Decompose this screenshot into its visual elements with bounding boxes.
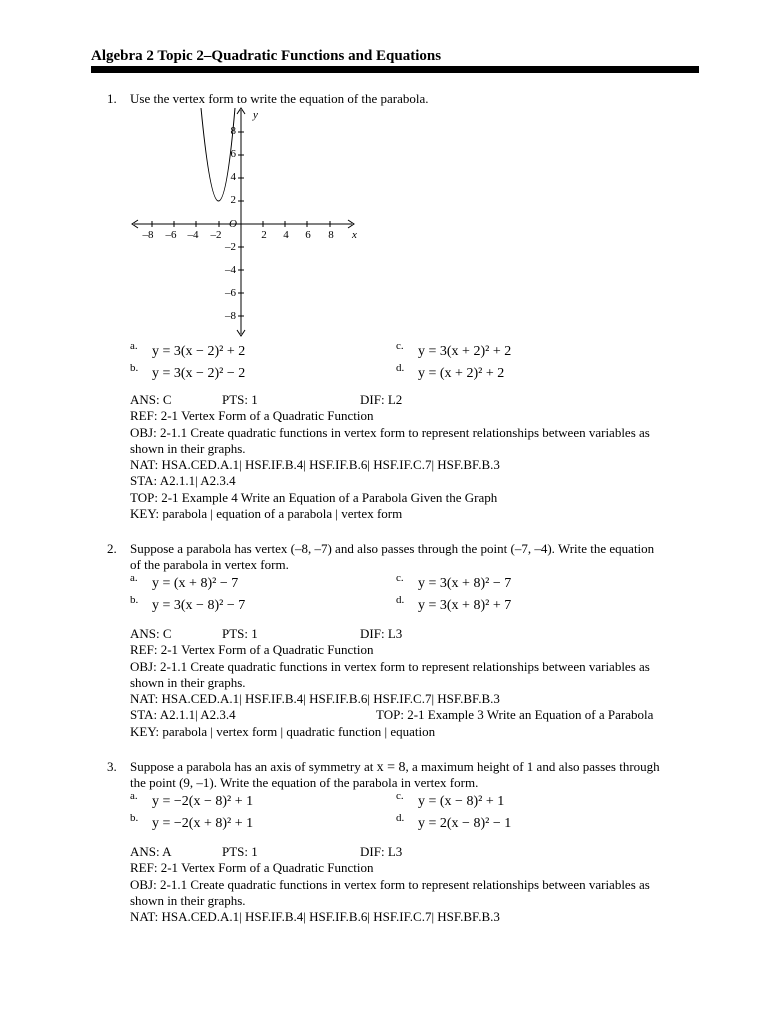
x-tick-label: –6	[165, 229, 177, 241]
question-prompt: Suppose a parabola has vertex (–8, –7) and also passes through the point (–7, –4). Write the equation	[130, 541, 655, 556]
answer-metadata: ANS: C PTS: 1 DIF: L3 REF: 2-1 Vertex Form of a Quadratic Function OBJ: 2-1.1 Create quadratic functions in vertex form to represent relationships between variables as shown in their graphs. NAT: HSA.CED.A.1| HSF.IF.B.4| HSF.IF.B.6| HSF.IF.C.7| HSF.BF.B.3 STA: A2.1.1| A2.3.4 TOP: 2-1 Example 3 Write an Equation of a Parabola KEY: parabola | vertex form | quadratic function | equation	[130, 626, 654, 739]
y-tick-label: 2	[230, 194, 236, 206]
question-number: 2.	[107, 541, 117, 556]
answer-value: C	[162, 392, 172, 407]
page-title: Algebra 2 Topic 2–Quadratic Functions and Equations	[91, 48, 442, 64]
origin-label: O	[229, 218, 237, 230]
y-tick-label: 8	[230, 125, 236, 137]
y-axis-label: y	[253, 109, 258, 121]
x-tick-label: 6	[305, 229, 311, 241]
question-prompt: Suppose a parabola has an axis of symmetry at x = 8, a maximum height of 1 and also passes through	[130, 759, 660, 775]
question-number: 1.	[107, 91, 117, 106]
question-prompt-continued: the point (9, –1). Write the equation of the parabola in vertex form.	[130, 775, 479, 790]
title-divider	[91, 66, 699, 73]
x-tick-label: –4	[187, 229, 199, 241]
answer-value: C	[162, 626, 172, 641]
x-tick-label: –2	[210, 229, 222, 241]
answer-value: A	[162, 844, 172, 859]
question-prompt-continued: of the parabola in vertex form.	[130, 557, 289, 572]
parabola-graph	[124, 104, 364, 340]
answer-metadata: ANS: A PTS: 1 DIF: L3 REF: 2-1 Vertex Form of a Quadratic Function OBJ: 2-1.1 Create quadratic functions in vertex form to represent relationships between variables as shown in their graphs. NAT: HSA.CED.A.1| HSF.IF.B.4| HSF.IF.B.6| HSF.IF.C.7| HSF.BF.B.3	[130, 844, 650, 925]
y-tick-label: 4	[230, 171, 236, 183]
x-tick-label: 8	[328, 229, 334, 241]
x-tick-label: 2	[261, 229, 267, 241]
y-tick-label: –2	[225, 241, 236, 253]
y-tick-label: 6	[230, 148, 236, 160]
y-tick-label: –8	[225, 310, 236, 322]
x-tick-label: 4	[283, 229, 289, 241]
y-tick-label: –4	[225, 264, 236, 276]
x-tick-label: –8	[142, 229, 154, 241]
y-tick-label: –6	[225, 287, 236, 299]
x-axis-label: x	[352, 229, 357, 241]
answer-metadata: ANS: C PTS: 1 DIF: L2 REF: 2-1 Vertex Form of a Quadratic Function OBJ: 2-1.1 Create quadratic functions in vertex form to represent relationships between variables as shown in their graphs. NAT: HSA.CED.A.1| HSF.IF.B.4| HSF.IF.B.6| HSF.IF.C.7| HSF.BF.B.3 STA: A2.1.1| A2.3.4 TOP: 2-1 Example 4 Write an Equation of a Parabola Given the Graph KEY: parabola | equation of a parabola | vertex form	[130, 392, 650, 522]
question-number: 3.	[107, 759, 117, 774]
question-prompt: Use the vertex form to write the equation of the parabola.	[130, 91, 429, 106]
inline-equation: x = 8	[376, 760, 406, 775]
